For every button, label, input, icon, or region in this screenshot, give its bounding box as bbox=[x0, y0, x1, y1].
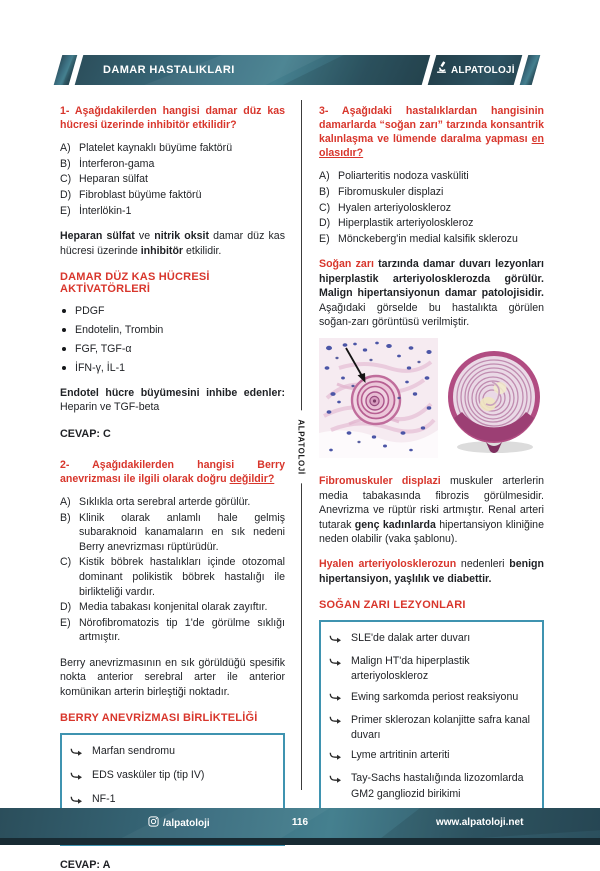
option-letter: E) bbox=[319, 232, 330, 245]
list-item-text: PDGF bbox=[75, 305, 105, 318]
option-text: İnterferon-gama bbox=[79, 157, 155, 170]
option-row bbox=[60, 172, 285, 187]
curved-arrow-icon bbox=[329, 692, 342, 707]
page-header-banner bbox=[58, 55, 536, 85]
question-3-explanation-2: Fibromuskuler displazi muskuler arterlerin media tabakasında fibrozis görülmesidir. Anevrizma ve rüptür riski artmıştır. Renal arteri tutarak genç kadınlarda hipertansiyon kliniğine neden olabilir (vaka şablonu). bbox=[319, 475, 544, 546]
option-letter: D) bbox=[60, 601, 72, 614]
box-item-text: SLE'de dalak arter duvarı bbox=[351, 632, 471, 645]
option-row bbox=[60, 495, 285, 510]
box-list-item bbox=[329, 631, 532, 649]
box-item-text: EDS vasküler tip (tip IV) bbox=[92, 769, 205, 782]
option-letter: B) bbox=[319, 185, 330, 198]
option-text: Heparan sülfat bbox=[79, 173, 148, 186]
curved-arrow-icon bbox=[329, 634, 342, 649]
list-item bbox=[60, 324, 285, 336]
section-heading-berry: BERRY ANEVRİZMASI BİRLİKTELİĞİ bbox=[60, 712, 258, 725]
gutter-brand-label: ALPATOLOJİ bbox=[297, 410, 306, 483]
question-1-title: 1- Aşağıdakilerden hangisi damar düz kas hücresi üzerinde inhibitör etkilidir? bbox=[60, 105, 285, 132]
social-handle-text: /alpatoloji bbox=[163, 817, 210, 829]
option-row bbox=[60, 157, 285, 172]
box-item-text: Malign HT'da hiperplastik arteriyoloskleroz bbox=[351, 655, 470, 683]
list-item-text: FGF, TGF-α bbox=[75, 343, 132, 356]
option-letter: C) bbox=[319, 201, 331, 214]
banner-right-cap bbox=[520, 55, 541, 85]
box-list-item bbox=[70, 744, 273, 762]
box-item-text: NF-1 bbox=[92, 793, 116, 806]
list-item-text: İFN-γ, İL-1 bbox=[75, 362, 126, 375]
question-1-answer: CEVAP: C bbox=[60, 427, 111, 440]
question-3-explanation-1: Soğan zarı tarzında damar duvarı lezyonları hiperplastik arteriyolosklerozda görülür. Malign hipertansiyonun damar patolojisidir. Aşağıdaki görselde bu hastalıkta görülen soğan-zarı görüntüsü verilmiştir. bbox=[319, 258, 544, 328]
question-3 bbox=[319, 104, 544, 838]
question-1-note: Endotel hücre büyümesini inhibe edenler: Heparin ve TGF-beta bbox=[60, 387, 285, 414]
option-letter: A) bbox=[60, 142, 71, 155]
question-2-explanation: Berry anevrizmasının en sık görüldüğü spesifik nokta anterior serebral arter ile anterior komünikan arterin birleştiği noktadır. bbox=[60, 657, 285, 698]
box-list-item bbox=[329, 771, 532, 802]
option-row bbox=[319, 201, 544, 216]
list-item bbox=[60, 362, 285, 374]
curved-arrow-icon bbox=[70, 747, 83, 762]
banner-left-cap bbox=[54, 55, 78, 85]
microscope-icon bbox=[435, 61, 448, 79]
option-row bbox=[319, 216, 544, 231]
activator-bullet-list bbox=[60, 305, 285, 374]
option-text: Klinik olarak anlamlı hale gelmiş subaraknoid kanamaların en sık nedeni Berry anevrizması rüptürüdür. bbox=[79, 511, 285, 553]
option-text: Poliarteritis nodoza vasküliti bbox=[338, 170, 469, 183]
texture-polygon bbox=[54, 55, 78, 85]
left-column bbox=[60, 104, 285, 871]
option-letter: C) bbox=[60, 556, 72, 569]
option-row bbox=[60, 511, 285, 555]
question-2-options bbox=[60, 495, 285, 645]
option-text: Sıklıkla orta serebral arterde görülür. bbox=[79, 495, 251, 508]
question-2-title: 2- Aşağıdakilerden hangisi Berry anevrizması ile ilgili olarak doğru değildir? bbox=[60, 458, 285, 485]
list-item bbox=[60, 343, 285, 355]
curved-arrow-icon bbox=[70, 771, 83, 786]
website-url: www.alpatoloji.net bbox=[436, 817, 524, 828]
option-row bbox=[319, 232, 544, 247]
option-letter: B) bbox=[60, 511, 71, 524]
right-column bbox=[319, 104, 544, 871]
bullet-dot-icon bbox=[62, 347, 66, 351]
curved-arrow-icon bbox=[329, 751, 342, 766]
curved-arrow-icon bbox=[329, 774, 342, 802]
box-list-item bbox=[329, 748, 532, 766]
box-list-item bbox=[329, 713, 532, 744]
footer-row bbox=[0, 808, 600, 838]
bullet-dot-icon bbox=[62, 328, 66, 332]
option-row bbox=[60, 555, 285, 599]
brand-name: ALPATOLOJİ bbox=[451, 64, 515, 76]
content-columns bbox=[60, 104, 544, 871]
box-list-item bbox=[329, 690, 532, 708]
option-letter: E) bbox=[60, 204, 71, 217]
option-text: Mönckeberg'in medial kalsifik sklerozu bbox=[338, 232, 518, 245]
question-1-options bbox=[60, 141, 285, 218]
option-text: Platelet kaynaklı büyüme faktörü bbox=[79, 142, 233, 155]
histology-image bbox=[319, 338, 438, 463]
onion-image bbox=[444, 338, 545, 463]
bullet-dot-icon bbox=[62, 309, 66, 313]
option-text: Fibroblast büyüme faktörü bbox=[79, 188, 202, 201]
curved-arrow-icon bbox=[329, 715, 342, 743]
banner-section-segment bbox=[75, 55, 431, 85]
footer-bottom-strip bbox=[0, 838, 600, 845]
section-title: DAMAR HASTALIKLARI bbox=[103, 64, 235, 76]
box-list-item bbox=[329, 654, 532, 685]
option-letter: C) bbox=[60, 173, 72, 186]
question-2-answer: CEVAP: A bbox=[60, 858, 111, 871]
option-row bbox=[60, 141, 285, 156]
option-row bbox=[60, 600, 285, 615]
list-item-text: Endotelin, Trombin bbox=[75, 324, 164, 337]
section-heading-sogan-zari: SOĞAN ZARI LEZYONLARI bbox=[319, 599, 466, 612]
bullet-dot-icon bbox=[62, 366, 66, 370]
box-item-text: Primer sklerozan kolanjitte safra kanal duvarı bbox=[351, 713, 530, 742]
onion-skin-lesions-box bbox=[319, 620, 544, 813]
option-text: Media tabakası konjenital olarak zayıftır. bbox=[79, 601, 268, 614]
curved-arrow-icon bbox=[329, 657, 342, 685]
box-item-text: Ewing sarkomda periost reaksiyonu bbox=[351, 690, 519, 703]
box-list-item bbox=[70, 768, 273, 786]
option-text: Nörofibromatozis tip 1'de görülme sıklığı artmıştır. bbox=[79, 616, 285, 644]
option-letter: B) bbox=[60, 157, 71, 170]
box-item-text: Marfan sendromu bbox=[92, 745, 176, 758]
option-text: Kistik böbrek hastalıkları içinde otozomal dominant polikistik böbrek hastalığı ile birlikteliği vardır. bbox=[79, 556, 285, 598]
option-row bbox=[319, 185, 544, 200]
option-text: Hyalen arteriyoloskleroz bbox=[338, 201, 452, 214]
option-letter: D) bbox=[319, 217, 331, 230]
section-heading-aktivatorler: DAMAR DÜZ KAS HÜCRESİ AKTİVATÖRLERİ bbox=[60, 271, 210, 296]
option-row bbox=[319, 169, 544, 184]
option-row bbox=[60, 616, 285, 645]
banner-brand-segment bbox=[428, 55, 523, 85]
page-footer bbox=[0, 808, 600, 845]
question-3-title: 3- Aşağıdaki hastalıklardan hangisinin damarlarda “soğan zarı” tarzında konsantrik kalınlaşma ve lümende daralma yapması en olasıdır? bbox=[319, 105, 544, 160]
option-letter: A) bbox=[319, 170, 330, 183]
option-text: İnterlökin-1 bbox=[79, 204, 132, 217]
question-3-options bbox=[319, 169, 544, 246]
option-row bbox=[60, 204, 285, 219]
question-1-explanation: Heparan sülfat ve nitrik oksit damar düz kas hücresi üzerinde inhibitör etkilidir. bbox=[60, 230, 285, 257]
box-item-text: Lyme artritinin arteriti bbox=[351, 749, 450, 762]
question-1 bbox=[60, 104, 285, 440]
option-letter: D) bbox=[60, 188, 72, 201]
onion-skin-figure bbox=[319, 338, 544, 463]
list-item bbox=[60, 305, 285, 317]
option-letter: A) bbox=[60, 495, 71, 508]
option-letter: E) bbox=[60, 616, 71, 629]
option-text: Hiperplastik arteriyoloskleroz bbox=[338, 217, 474, 230]
page-number: 116 bbox=[291, 817, 309, 828]
question-3-explanation-3: Hyalen arteriyolosklerozun nedenleri benign hipertansiyon, yaşlılık ve diabettir. bbox=[319, 558, 544, 585]
option-text: Fibromuskuler displazi bbox=[338, 185, 444, 198]
box-item-text: Tay-Sachs hastalığında lizozomlarda GM2 gangliozid birikimi bbox=[351, 772, 524, 800]
option-row bbox=[60, 188, 285, 203]
